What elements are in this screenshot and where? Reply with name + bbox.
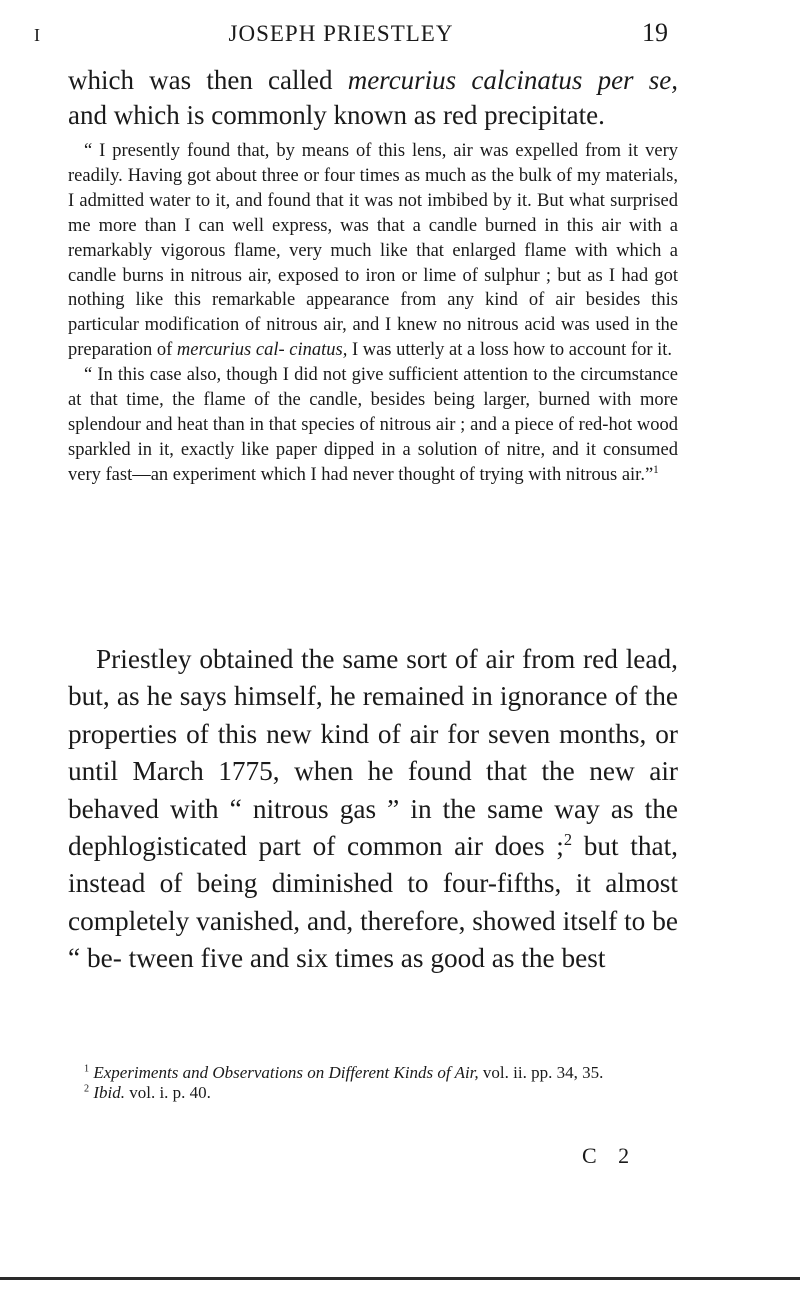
- intro-text: which was then called: [68, 65, 348, 95]
- footnote-1: [68, 1063, 678, 1083]
- footnote-ref-1: 1: [653, 463, 659, 476]
- footnote-ref-2: 2: [563, 829, 573, 849]
- sheet-signature: C 2: [582, 1143, 638, 1168]
- footnote-2-mark: 2: [84, 1083, 90, 1095]
- footnotes: [68, 1063, 678, 1103]
- main-text-a: Priestley obtained the same sort of air from red lead, but, as he says himself, he remained in ignorance of the properties of this new kind of air for seven months, or until March 1775, when he found that the new air behaved with “ nitrous gas ” in the same way as the dephlogisticated part of common air does ;: [68, 644, 678, 862]
- footnote-1-title: Experiments and Observations on Different Kinds of Air,: [93, 1063, 479, 1082]
- footnote-1-rest: vol. ii. pp. 34, 35.: [478, 1063, 604, 1082]
- quote-paragraph-2: [68, 363, 678, 488]
- footnote-2-ibid: Ibid.: [93, 1083, 125, 1102]
- page-number: 19: [641, 18, 668, 47]
- quote-p2-text: “ In this case also, though I did not give sufficient attention to the circumstance at that time, the flame of the candle, besides being larger, burned with more splendour and heat than in that species of nitrous air ; and a piece of red-hot wood sparkled in it, exactly like paper dipped in a solution of nitre, and it consumed very fast—an experiment which I had never thought of trying with nitrous air.”: [68, 365, 678, 485]
- main-paragraph: [68, 641, 678, 978]
- quote-p1-tail: I was utterly at a loss how to account for it.: [347, 340, 673, 361]
- intro-line-1: [68, 64, 678, 97]
- signature-mark: I: [34, 25, 40, 45]
- quote-paragraph-1: [68, 139, 678, 363]
- quoted-passage: [68, 139, 678, 488]
- running-title: JOSEPH PRIESTLEY: [228, 21, 454, 46]
- quote-p1-italic: mercurius cal- cinatus,: [176, 340, 348, 361]
- main-text-b: but that, instead of being diminished to four-fifths, it almost completely vanished, and, therefore, showed itself to be “ be- tween five and six times as good as the best: [68, 831, 678, 974]
- intro-italic-term: mercurius calcinatus per se,: [347, 65, 678, 95]
- footnote-2: [68, 1083, 678, 1103]
- footnote-1-mark: 1: [84, 1063, 90, 1075]
- intro-line-2: and which is commonly known as red precipitate.: [68, 100, 605, 130]
- bottom-edge-rule: [0, 1277, 800, 1280]
- running-header: [34, 18, 668, 48]
- footnote-2-rest: vol. i. p. 40.: [124, 1083, 211, 1102]
- quote-p1-text: “ I presently found that, by means of this lens, air was expelled from it very readily. Having got about three or four times as much as the bulk of my materials, I admitted water to it, and found that it was not imbibed by it. But what surprised me more than I can well express, was that a candle burned in this air with a remarkably vigorous flame, very much like that enlarged flame with which a candle burns in nitrous air, exposed to iron or lime of sulphur ; but as I had got nothing like this remarkable appearance from any kind of air besides this particular modification of nitrous air, and I knew no nitrous acid was used in the preparation of: [68, 141, 678, 361]
- main-paragraph-text: [68, 641, 678, 978]
